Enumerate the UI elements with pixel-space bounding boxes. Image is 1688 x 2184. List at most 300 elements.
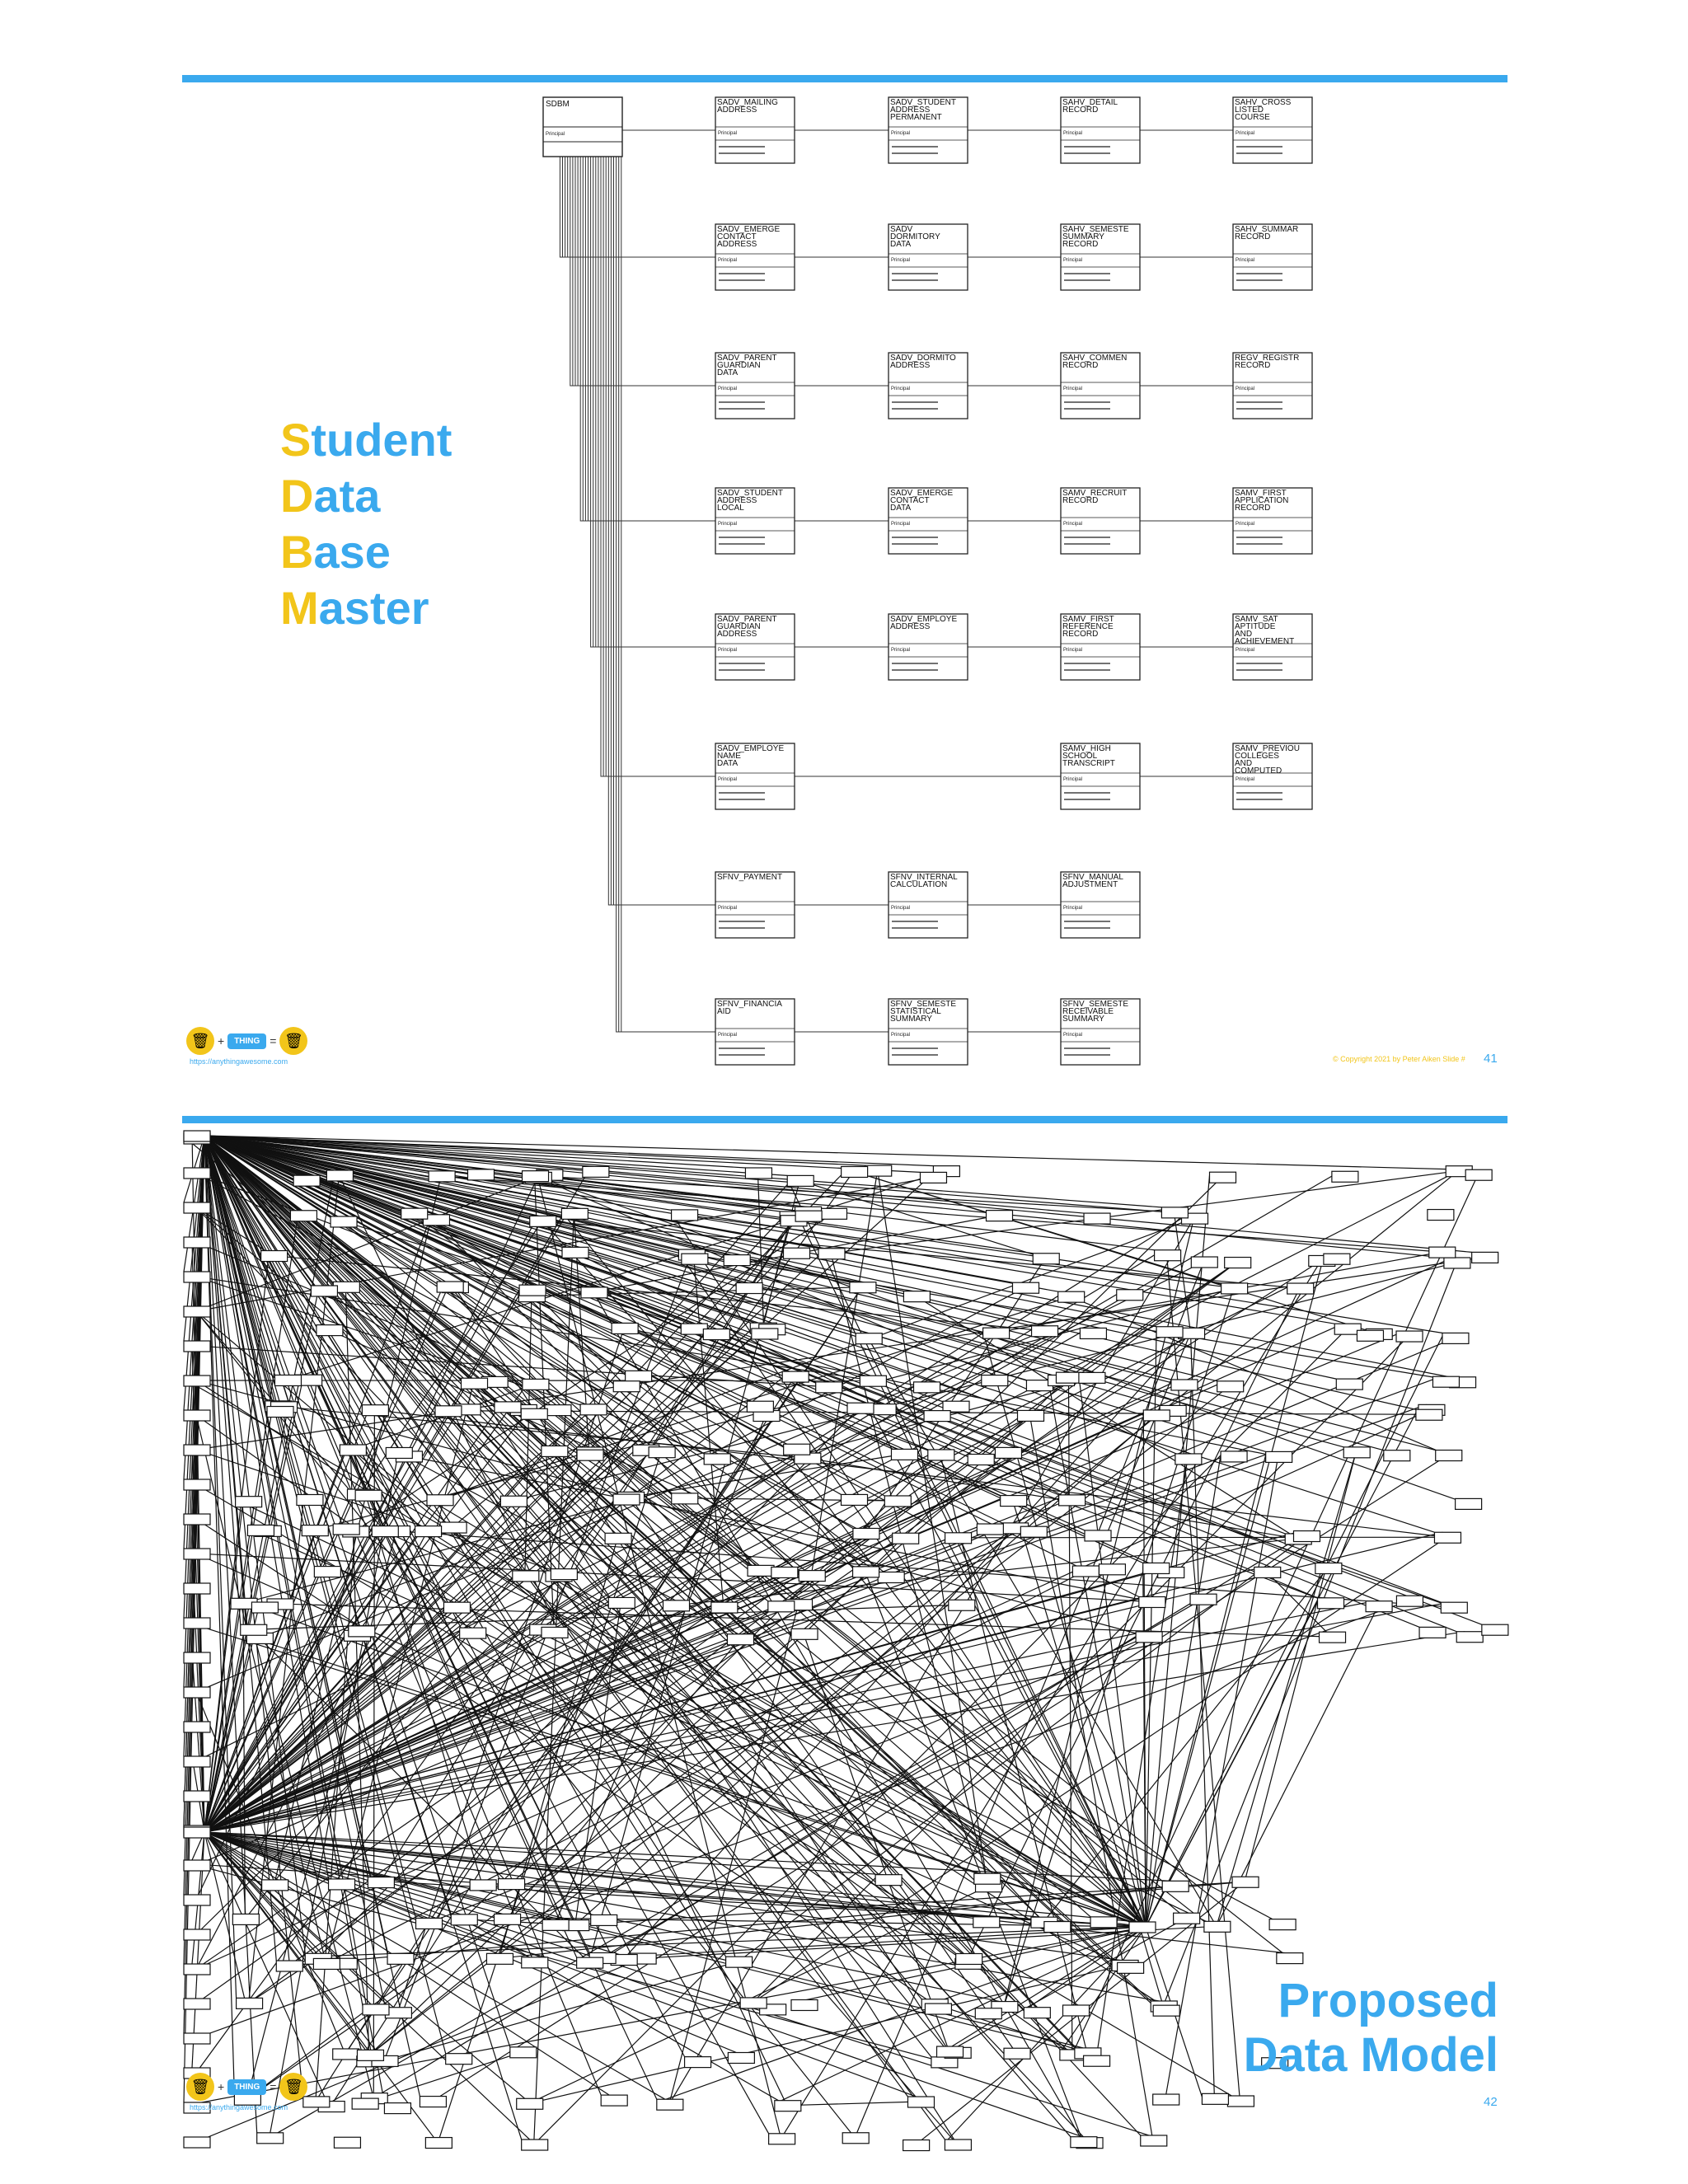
entity-name: ADJUSTMENT (1062, 880, 1118, 889)
entity-name: ADDRESS (717, 240, 757, 249)
entity-box (420, 2097, 446, 2107)
entity-box (522, 2139, 548, 2150)
entity-box (937, 2046, 964, 2057)
entity-name: SAMV_SAT (1235, 615, 1278, 624)
entity-box (1139, 1596, 1165, 1607)
entity-box (545, 1405, 571, 1416)
entity-box (1441, 1602, 1467, 1613)
entity-box (747, 1401, 773, 1412)
entity-box (184, 1479, 210, 1490)
entity-box (1233, 224, 1312, 290)
entity-box (889, 872, 968, 938)
entity-box (451, 1915, 477, 1925)
entity-box (703, 1329, 729, 1340)
entity-name: DATA (717, 368, 738, 377)
entity-name: LOCAL (717, 504, 744, 513)
entity-box (740, 1998, 767, 2008)
entity-box (1004, 2048, 1030, 2059)
entity-name: SADV_STUDENT (717, 489, 784, 498)
entity-box (510, 2047, 537, 2058)
entity-box (1059, 1495, 1085, 1506)
entity-box (467, 1169, 494, 1180)
entity-box (715, 614, 795, 680)
entity-name: COLLEGES (1235, 752, 1279, 761)
entity-box (530, 1216, 556, 1226)
entity-subtext: Principal (1236, 777, 1255, 782)
entity-box (542, 1446, 568, 1456)
entity-box (293, 1175, 320, 1186)
entity-name: SUMMARY (1062, 1015, 1104, 1024)
entity-name: SAHV_SEMESTE (1062, 225, 1129, 234)
entity-box (1456, 1632, 1483, 1643)
entity-box (1044, 1922, 1071, 1933)
entity-box (1061, 224, 1140, 290)
entity-box (184, 1445, 210, 1455)
entity-box (184, 2137, 210, 2148)
entity-subtext: Principal (891, 906, 911, 911)
entity-box (726, 1957, 753, 1967)
entity-box (818, 1249, 845, 1259)
entity-name: AND (1235, 630, 1253, 639)
entity-box (257, 2133, 284, 2144)
entity-name: SAMV_RECRUIT (1062, 489, 1128, 498)
entity-name: RECORD (1062, 496, 1099, 505)
entity-box (251, 1602, 278, 1613)
entity-name: SUMMARY (890, 1015, 932, 1024)
entity-box (715, 872, 795, 938)
entity-box (427, 1495, 453, 1506)
entity-box (184, 2033, 210, 2044)
entity-box (771, 1567, 798, 1577)
entity-name: SADV_PARENT (717, 354, 777, 363)
entity-box (1442, 1333, 1469, 1343)
entity-name: DATA (717, 759, 738, 768)
entity-box (1061, 743, 1140, 809)
entity-name: AID (717, 1007, 731, 1016)
entity-name: RECORD (1062, 361, 1099, 370)
entity-box (820, 1208, 846, 1219)
entity-box (728, 2052, 754, 2063)
root-entity-box (543, 97, 622, 157)
entity-name: SFNV_MANUAL (1062, 873, 1123, 882)
entity-box (184, 1999, 210, 2009)
entity-name: ADDRESS (890, 622, 931, 631)
entity-box (184, 1687, 210, 1698)
entity-subtext: Principal (1063, 387, 1083, 391)
entity-box (1269, 1919, 1296, 1930)
brand-logo[interactable] (186, 2073, 307, 2101)
entity-box (920, 1172, 946, 1183)
entity-box (608, 1597, 635, 1608)
entity-name: SCHOOL (1062, 752, 1098, 761)
entity-box (1156, 1327, 1183, 1338)
entity-box (842, 2133, 869, 2144)
title-line-base: Base (280, 526, 391, 578)
entity-box (1153, 2094, 1179, 2105)
entity-box (326, 1170, 353, 1181)
entity-box (241, 1624, 267, 1635)
trophy-icon: 🗑 (279, 2073, 307, 2101)
entity-box (1210, 1172, 1236, 1183)
entity-box (736, 1283, 762, 1294)
entity-box (290, 1211, 316, 1221)
entity-box (875, 1875, 902, 1886)
trophy-icon: 🗑 (279, 1027, 307, 1055)
entity-box (1061, 488, 1140, 554)
entity-box (727, 1634, 753, 1645)
entity-box (1061, 97, 1140, 163)
proposed-title (1244, 1974, 1498, 2083)
entity-box (782, 1371, 809, 1382)
entity-box (486, 1953, 513, 1964)
entity-box (311, 1286, 337, 1296)
entity-name: SADV_EMPLOYE (717, 744, 785, 753)
entity-box (542, 1627, 568, 1638)
entity-box (1171, 1380, 1198, 1390)
entity-box (949, 1600, 975, 1610)
entity-box (184, 1618, 210, 1629)
entity-box (1217, 1381, 1244, 1392)
entity-name: COMPUTED (1235, 766, 1282, 776)
entity-box (715, 224, 795, 290)
entity-box (853, 1567, 879, 1577)
entity-box (889, 999, 968, 1065)
entity-box (748, 1565, 774, 1576)
entity-box (1318, 1598, 1344, 1609)
entity-name: SAHV_CROSS (1235, 98, 1292, 107)
entity-name: APPLICATION (1235, 496, 1289, 505)
entity-box (184, 1583, 210, 1594)
entity-box (1233, 97, 1312, 163)
entity-name: SAMV_HIGH (1062, 744, 1111, 753)
entity-subtext: Principal (718, 648, 738, 653)
entity-box (470, 1880, 496, 1891)
entity-box (791, 1999, 818, 2010)
entity-name: TRANSCRIPT (1062, 759, 1115, 768)
entity-box (429, 1171, 455, 1182)
entity-subtext: Principal (891, 1033, 911, 1038)
entity-box (768, 1601, 795, 1612)
entity-box (551, 1569, 577, 1580)
entity-box (889, 614, 968, 680)
entity-subtext: Principal (1063, 1033, 1083, 1038)
sdbm-title (280, 412, 452, 636)
entity-name: SAHV_DETAIL (1062, 98, 1118, 107)
entity-box (889, 97, 968, 163)
entity-box (184, 1202, 210, 1213)
entity-box (184, 1131, 210, 1141)
entity-box (672, 1210, 698, 1221)
entity-box (184, 1168, 210, 1179)
entity-box (1233, 488, 1312, 554)
entity-box (715, 743, 795, 809)
entity-box (1020, 1526, 1047, 1537)
entity-box (1233, 353, 1312, 419)
entity-box (267, 1407, 293, 1418)
entity-subtext: Principal (1236, 648, 1255, 653)
entity-name: SAHV_COMMEN (1062, 354, 1128, 363)
entity-box (184, 1895, 210, 1905)
entity-subtext: Principal (891, 522, 911, 527)
entity-box (232, 1914, 259, 1924)
entity-box (903, 2140, 930, 2151)
entity-box (329, 1879, 355, 1890)
entity-box (435, 1406, 462, 1417)
entity-box (987, 1211, 1013, 1221)
entity-box (500, 1496, 527, 1507)
entity-box (925, 2004, 951, 2014)
entity-name: ADDRESS (717, 496, 757, 505)
entity-box (355, 1490, 382, 1501)
entity-box (745, 1168, 771, 1179)
entity-box (945, 1533, 972, 1544)
entity-box (995, 1447, 1021, 1458)
entity-box (1129, 1922, 1156, 1933)
entity-box (517, 2098, 543, 2109)
entity-box (974, 1873, 1001, 1884)
entity-box (340, 1445, 366, 1455)
entity-box (752, 1329, 778, 1339)
entity-subtext: Principal (1063, 131, 1083, 136)
entity-box (1456, 1498, 1482, 1509)
entity-box (184, 1827, 210, 1838)
entity-box (1293, 1531, 1320, 1542)
entity-box (384, 2103, 410, 2114)
entity-box (274, 1375, 301, 1385)
entity-box (613, 1494, 640, 1505)
trash-can-icon: 🗑 (186, 1027, 214, 1055)
entity-name: SFNV_FINANCIA (717, 1000, 782, 1009)
entity-box (261, 1251, 288, 1262)
entity-box (903, 1291, 930, 1302)
entity-box (519, 1285, 546, 1296)
entity-box (577, 1450, 603, 1460)
entity-box (769, 2134, 795, 2144)
entity-box (1175, 1454, 1202, 1465)
entity-box (889, 488, 968, 554)
entity-box (1162, 1881, 1189, 1891)
entity-box (784, 1444, 810, 1455)
entity-box (1033, 1254, 1059, 1264)
entity-box (184, 1549, 210, 1559)
entity-box (799, 1571, 825, 1582)
entity-box (975, 2008, 1001, 2019)
entity-box (521, 1408, 547, 1419)
entity-name: GUARDIAN (717, 622, 761, 631)
entity-box (352, 2098, 378, 2109)
entity-name: CALCULATION (890, 880, 948, 889)
entity-box (1061, 999, 1140, 1065)
entity-name: SAMV_FIRST (1235, 489, 1287, 498)
entity-name: SAHV_SUMMAR (1235, 225, 1299, 234)
entity-subtext: Principal (718, 387, 738, 391)
entity-subtext: Principal (718, 1033, 738, 1038)
entity-box (184, 1376, 210, 1386)
entity-box (368, 1877, 394, 1888)
entity-box (416, 1918, 443, 1929)
entity-box (1396, 1596, 1423, 1606)
logo-center: THING (227, 2079, 266, 2095)
entity-box (672, 1493, 698, 1504)
entity-box (302, 1526, 328, 1536)
entity-box (262, 1880, 288, 1891)
entity-subtext: Principal (891, 258, 911, 263)
entity-box (982, 1376, 1008, 1386)
brand-logo[interactable] (186, 1027, 307, 1055)
entity-box (1343, 1447, 1370, 1458)
entity-box (884, 1496, 911, 1507)
entity-box (499, 1879, 525, 1890)
entity-name: SFNV_PAYMENT (717, 873, 783, 882)
entity-box (1012, 1282, 1039, 1293)
entity-box (1080, 1328, 1106, 1338)
entity-box (237, 1998, 263, 2008)
entity-box (1465, 1169, 1492, 1180)
entity-box (184, 1341, 210, 1352)
entity-box (685, 2057, 711, 2068)
entity-box (1190, 1594, 1217, 1605)
entity-box (1384, 1451, 1410, 1461)
entity-box (704, 1454, 730, 1465)
entity-box (889, 224, 968, 290)
entity-box (1366, 1601, 1392, 1612)
entity-box (425, 2138, 452, 2149)
entity-box (1085, 1530, 1111, 1541)
entity-box (577, 1957, 603, 1968)
entity-name: LISTED (1235, 105, 1264, 115)
logo-url[interactable]: https://anythingawesome.com (190, 1057, 288, 1066)
entity-box (791, 1629, 818, 1639)
entity-box (1099, 1564, 1125, 1575)
entity-name: SFNV_INTERNAL (890, 873, 958, 882)
entity-name: REGV_REGISTR (1235, 354, 1300, 363)
entity-box (1419, 1627, 1446, 1638)
entity-box (523, 1379, 549, 1390)
entity-box (561, 1208, 588, 1219)
entity-box (1018, 1410, 1044, 1421)
entity-subtext: Principal (718, 131, 738, 136)
entity-box (842, 1494, 868, 1505)
entity-name: SFNV_SEMESTE (1062, 1000, 1129, 1009)
entity-box (711, 1602, 738, 1613)
entity-box (1429, 1247, 1456, 1258)
entity-box (928, 1450, 954, 1460)
entity-name: ADDRESS (890, 105, 931, 115)
entity-box (1090, 1917, 1117, 1928)
copyright-footer: © Copyright 2021 by Peter Aiken Slide # (1333, 1055, 1465, 1063)
entity-subtext: Principal (891, 387, 911, 391)
entity-box (581, 1287, 607, 1298)
entity-box (357, 2050, 383, 2060)
entity-box (1277, 1953, 1303, 1964)
entity-box (682, 1254, 708, 1264)
entity-box (1136, 1632, 1162, 1643)
entity-box (1324, 1254, 1350, 1264)
entity-subtext: Principal (1236, 258, 1255, 263)
entity-box (1436, 1451, 1462, 1461)
entity-box (1117, 1290, 1143, 1301)
entity-box (316, 1325, 343, 1336)
logo-url[interactable]: https://anythingawesome.com (190, 2103, 288, 2111)
entity-name: SADV_PARENT (717, 615, 777, 624)
entity-box (1482, 1624, 1508, 1635)
entity-box (1071, 2137, 1097, 2148)
entity-box (1221, 1451, 1247, 1462)
entity-box (907, 2097, 934, 2107)
entity-box (462, 1378, 488, 1389)
entity-name: NAME (717, 752, 741, 761)
entity-box (1332, 1171, 1358, 1182)
entity-subtext: Principal (891, 131, 911, 136)
entity-box (605, 1533, 631, 1544)
entity-box (583, 1166, 609, 1177)
entity-box (1396, 1331, 1423, 1342)
entity-name: SFNV_SEMESTE (890, 1000, 957, 1009)
entity-subtext: Principal (718, 522, 738, 527)
title-line-data: Data (280, 470, 381, 522)
entity-box (314, 1567, 340, 1577)
entity-name: COURSE (1235, 113, 1270, 122)
root-subtext: Principal (546, 132, 565, 137)
entity-box (850, 1282, 876, 1293)
entity-name: ADDRESS (717, 630, 757, 639)
entity-name: SADV_STUDENT (890, 98, 957, 107)
entity-box (460, 1628, 486, 1638)
entity-box (372, 1526, 398, 1537)
entity-box (1141, 2135, 1167, 2146)
entity-box (363, 2004, 389, 2015)
entity-box (663, 1601, 689, 1611)
entity-box (1084, 1213, 1110, 1224)
entity-box (893, 1533, 919, 1544)
entity-name: APTITUDE (1235, 622, 1276, 631)
entity-name: SUMMARY (1062, 232, 1104, 241)
entity-box (522, 1957, 548, 1968)
title-line-1: Proposed (1278, 1974, 1498, 2027)
entity-box (333, 2049, 359, 2060)
entity-box (184, 1652, 210, 1663)
entity-subtext: Principal (1236, 387, 1255, 391)
entity-box (1336, 1379, 1362, 1390)
page-number: 42 (1484, 2095, 1498, 2109)
entity-box (715, 488, 795, 554)
entity-box (1233, 614, 1312, 680)
entity-subtext: Principal (1063, 906, 1083, 911)
entity-box (184, 1410, 210, 1421)
plus-icon: + (218, 2080, 225, 2093)
entity-box (1143, 1563, 1170, 1573)
entity-box (973, 1917, 1000, 1928)
entity-name: DATA (890, 240, 912, 249)
entity-name: SADV_MAILING (717, 98, 778, 107)
entity-box (349, 1626, 375, 1637)
entity-subtext: Principal (1063, 522, 1083, 527)
entity-name: RECORD (1235, 232, 1271, 241)
entity-name: ACHIEVEMENT (1235, 637, 1295, 646)
entity-box (1434, 1532, 1461, 1543)
entity-box (437, 1282, 463, 1292)
entity-box (612, 1323, 638, 1333)
entity-subtext: Principal (1063, 777, 1083, 782)
entity-box (613, 1381, 640, 1392)
entity-box (513, 1571, 539, 1582)
entity-box (184, 1929, 210, 1940)
entity-name: RECORD (1062, 105, 1099, 115)
entity-box (945, 2139, 971, 2150)
entity-name: DORMITORY (890, 232, 940, 241)
entity-box (1058, 1291, 1085, 1302)
entity-box (1204, 1921, 1231, 1932)
